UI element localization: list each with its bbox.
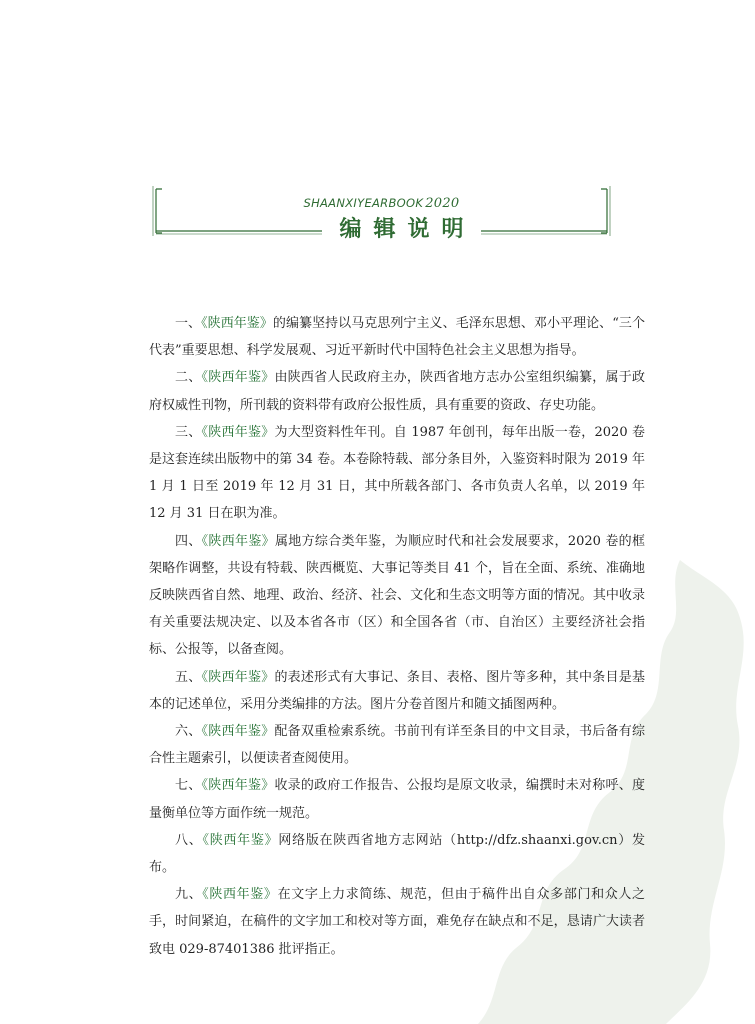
paragraph-1: 一、《陕西年鉴》的编纂坚持以马克思列宁主义、毛泽东思想、邓小平理论、“三个代表”重要思想、科学发展观、习近平新时代中国特色社会主义思想为指导。 xyxy=(149,316,645,359)
paragraph-8: 八、《陕西年鉴》网络版在陕西省地方志网站（http://dfz.shaanxi.gov.cn）发布。 xyxy=(149,832,645,876)
header-subtitle xyxy=(152,196,611,211)
paragraph-7: 七、《陕西年鉴》收录的政府工作报告、公报均是原文收录，编撰时未对称呼、度量衡单位等方面作统一规范。 xyxy=(149,778,645,821)
yearbook-year: 2020 xyxy=(425,196,460,211)
paragraph-5: 五、《陕西年鉴》的表述形式有大事记、条目、表格、图片等多种，其中条目是基本的记述单位，采用分类编排的方法。图片分卷首图片和随文插图两种。 xyxy=(149,669,645,712)
paragraph-4: 四、《陕西年鉴》属地方综合类年鉴，为顺应时代和社会发展要求，2020 卷的框架略作调整，共设有特载、陕西概览、大事记等类目 41 个，旨在全面、系统、准确地反映陕西省自然、地理、政治、经济、社会、文化和生态文明等方面的情况。其中收录有关重要法规决定、以及本省各市（区）和全国各省（市、自治区）主要经济社会指标、公报等，以备查阅。 xyxy=(149,533,645,658)
paragraph-9: 九、《陕西年鉴》在文字上力求简练、规范，但由于稿件出自众多部门和众人之手，时间紧迫，在稿件的文字加工和校对等方面，难免存在缺点和不足，恳请广大读者致电 029-87401386 批评指正。 xyxy=(149,887,645,957)
paragraph-2: 二、《陕西年鉴》由陕西省人民政府主办，陕西省地方志办公室组织编纂，属于政府权威性刊物，所刊载的资料带有政府公报性质，具有重要的资政、存史功能。 xyxy=(149,370,645,413)
paragraph-3: 三、《陕西年鉴》为大型资料性年刊。自 1987 年创刊，每年出版一卷，2020 卷是这套连续出版物中的第 34 卷。本卷除特载、部分条目外，入鉴资料时限为 2019 年 1 月 1 日至 2019 年 12 月 31 日，其中所载各部门、各市负责人名单，以 2019 年 12 月 31 日在职为准。 xyxy=(149,424,645,522)
page-title: 编辑说明 xyxy=(322,215,481,245)
paragraph-6: 六、《陕西年鉴》配备双重检索系统。书前刊有详至条目的中文目录，书后备有综合性主题索引，以便读者查阅使用。 xyxy=(149,724,645,767)
editorial-notes xyxy=(149,310,645,963)
yearbook-label: SHAANXIYEARBOOK xyxy=(303,196,424,210)
